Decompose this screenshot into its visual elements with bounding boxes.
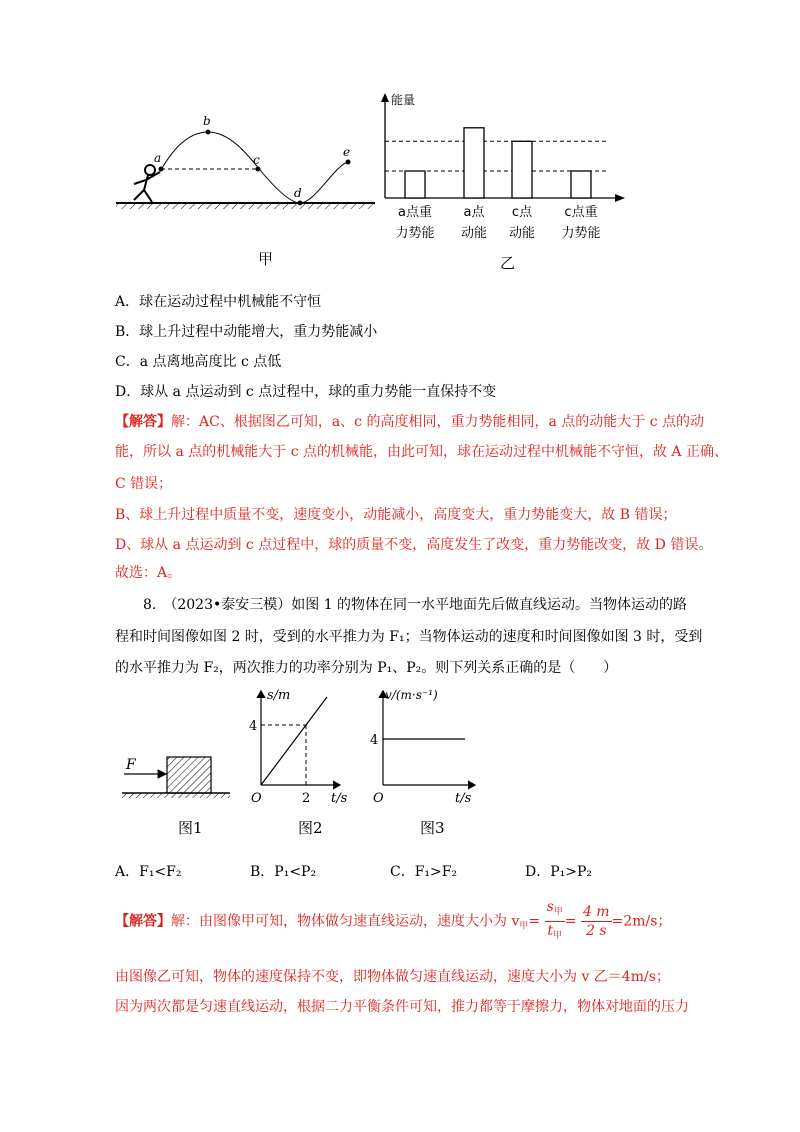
q7-answer-line-2: 能，所以 a 点的机械能大于 c 点的机械能，由此可知，球在运动过程中机械能不守恒，故 A 正确、 <box>115 444 728 460</box>
figure-1 <box>118 745 238 805</box>
caption-fig1: 图1 <box>178 819 203 837</box>
energy-bar-4 <box>571 171 591 198</box>
energy-bar-3 <box>512 141 532 198</box>
label-a: a <box>154 151 162 165</box>
q8-line-3: 的水平推力为 F₂，两次推力的功率分别为 P₁、P₂。则下列关系正确的是（ ） <box>115 660 618 676</box>
q7-answer-line-6: 故选：A。 <box>115 565 182 581</box>
energy-cat-label-1-1: a点重 <box>398 205 432 220</box>
force-label: F <box>126 757 136 773</box>
label-b: b <box>203 114 211 128</box>
fig2-ytick: 4 <box>249 719 258 734</box>
q7-answer-line-1: 【解答】解：AC、根据图乙可知，a、c 的高度相同，重力势能相同，a 点的动能大于 c 点的动 <box>115 414 704 430</box>
fig2-origin: O <box>251 791 262 806</box>
point-a <box>159 167 164 172</box>
figure-2 <box>245 685 360 810</box>
fig3-ytick: 4 <box>370 733 379 748</box>
q8-option-b: B．P₁<P₂ <box>250 864 317 880</box>
energy-cat-label-4-2: 力势能 <box>561 226 601 241</box>
caption-yi: 乙 <box>500 254 516 272</box>
energy-cat-label-4-1: c点重 <box>564 205 598 220</box>
answer-tag-2: 【解答】 <box>115 913 171 930</box>
fig3-ylabel: v/(m·s⁻¹) <box>385 688 438 702</box>
point-d <box>298 201 303 206</box>
fraction-4m-over-2s: $\frac{4 m}{2 s}$ <box>582 904 610 939</box>
answer-tag: 【解答】 <box>115 414 171 430</box>
q7-option-d: D．球从 a 点运动到 c 点过程中，球的重力势能一直保持不变 <box>115 384 497 400</box>
energy-cat-label-2-2: 动能 <box>460 226 488 241</box>
caption-fig2: 图2 <box>298 819 323 837</box>
q8-answer-line-1: 【解答】解：由图像甲可知，物体做匀速直线运动，速度大小为 $v_甲=$ $\frac{s_甲}{t_甲}$ = $\frac{4 m}{2 s}$ =2m/s； <box>115 898 671 938</box>
point-c <box>256 167 261 172</box>
fig3-xlabel: t/s <box>455 791 472 806</box>
energy-cat-label-3-2: 动能 <box>508 226 536 241</box>
figure-yi-chart <box>375 88 635 248</box>
q7-option-b: B．球上升过程中动能增大，重力势能减小 <box>115 324 378 340</box>
q8-option-a: A．F₁<F₂ <box>115 864 182 880</box>
energy-cat-label-2-1: a点 <box>463 205 485 220</box>
fig2-xtick: 2 <box>302 791 311 806</box>
energy-cat-label-3-1: c点 <box>511 205 533 220</box>
caption-jia: 甲 <box>258 250 274 268</box>
energy-ylabel: 能量 <box>391 93 416 107</box>
energy-bar-2 <box>464 128 484 198</box>
label-d: d <box>294 186 302 200</box>
q8-answer-line-3: 因为两次都是匀速直线运动，根据二力平衡条件可知，推力都等于摩擦力，物体对地面的压力 <box>115 999 689 1015</box>
q8-line-2: 程和时间图像如图 2 时，受到的水平推力为 F₁；当物体运动的速度和时间图像如图 3 时，受到 <box>115 629 703 645</box>
q7-option-a: A．球在运动过程中机械能不守恒 <box>115 294 322 310</box>
q8-answer-line-2: 由图像乙可知，物体的速度保持不变，即物体做匀速直线运动，速度大小为 v 乙＝4m/s； <box>115 969 670 985</box>
point-b <box>206 130 211 135</box>
ball-trajectory <box>161 132 351 203</box>
q8-option-c: C．F₁>F₂ <box>390 864 458 880</box>
figure-3 <box>367 685 492 810</box>
point-e <box>346 160 351 165</box>
block <box>167 757 211 793</box>
fig2-xlabel: t/s <box>331 791 348 806</box>
caption-fig3: 图3 <box>420 819 445 837</box>
q7-answer-line-4: B、球上升过程中质量不变，速度变小，动能减小，高度变大，重力势能变大，故 B 错误； <box>115 507 677 523</box>
label-c: c <box>253 153 260 167</box>
fraction-s-over-t: $\frac{s_甲}{t_甲}$ <box>546 899 563 941</box>
q7-answer-line-5: D、球从 a 点运动到 c 点过程中，球的质量不变，高度发生了改变，重力势能改变，故 D 错误。 <box>115 537 713 553</box>
q8-line-1: 8. （2023•泰安三模）如图 1 的物体在同一水平地面先后做直线运动。当物体运动的路 <box>143 597 688 613</box>
fig2-ylabel: s/m <box>267 688 291 703</box>
fig3-origin: O <box>373 791 384 806</box>
q7-option-c: C．a 点离地高度比 c 点低 <box>115 354 282 370</box>
energy-cat-label-1-2: 力势能 <box>395 226 435 241</box>
q7-answer-line-3: C 错误； <box>115 476 173 492</box>
label-e: e <box>343 145 351 159</box>
q8-option-d: D．P₁>P₂ <box>525 864 593 880</box>
thrower-figure <box>134 165 160 202</box>
figure-jia <box>110 110 380 270</box>
ground-hatch <box>116 203 375 209</box>
energy-bar-1 <box>405 171 425 198</box>
fig2-line <box>261 697 327 785</box>
